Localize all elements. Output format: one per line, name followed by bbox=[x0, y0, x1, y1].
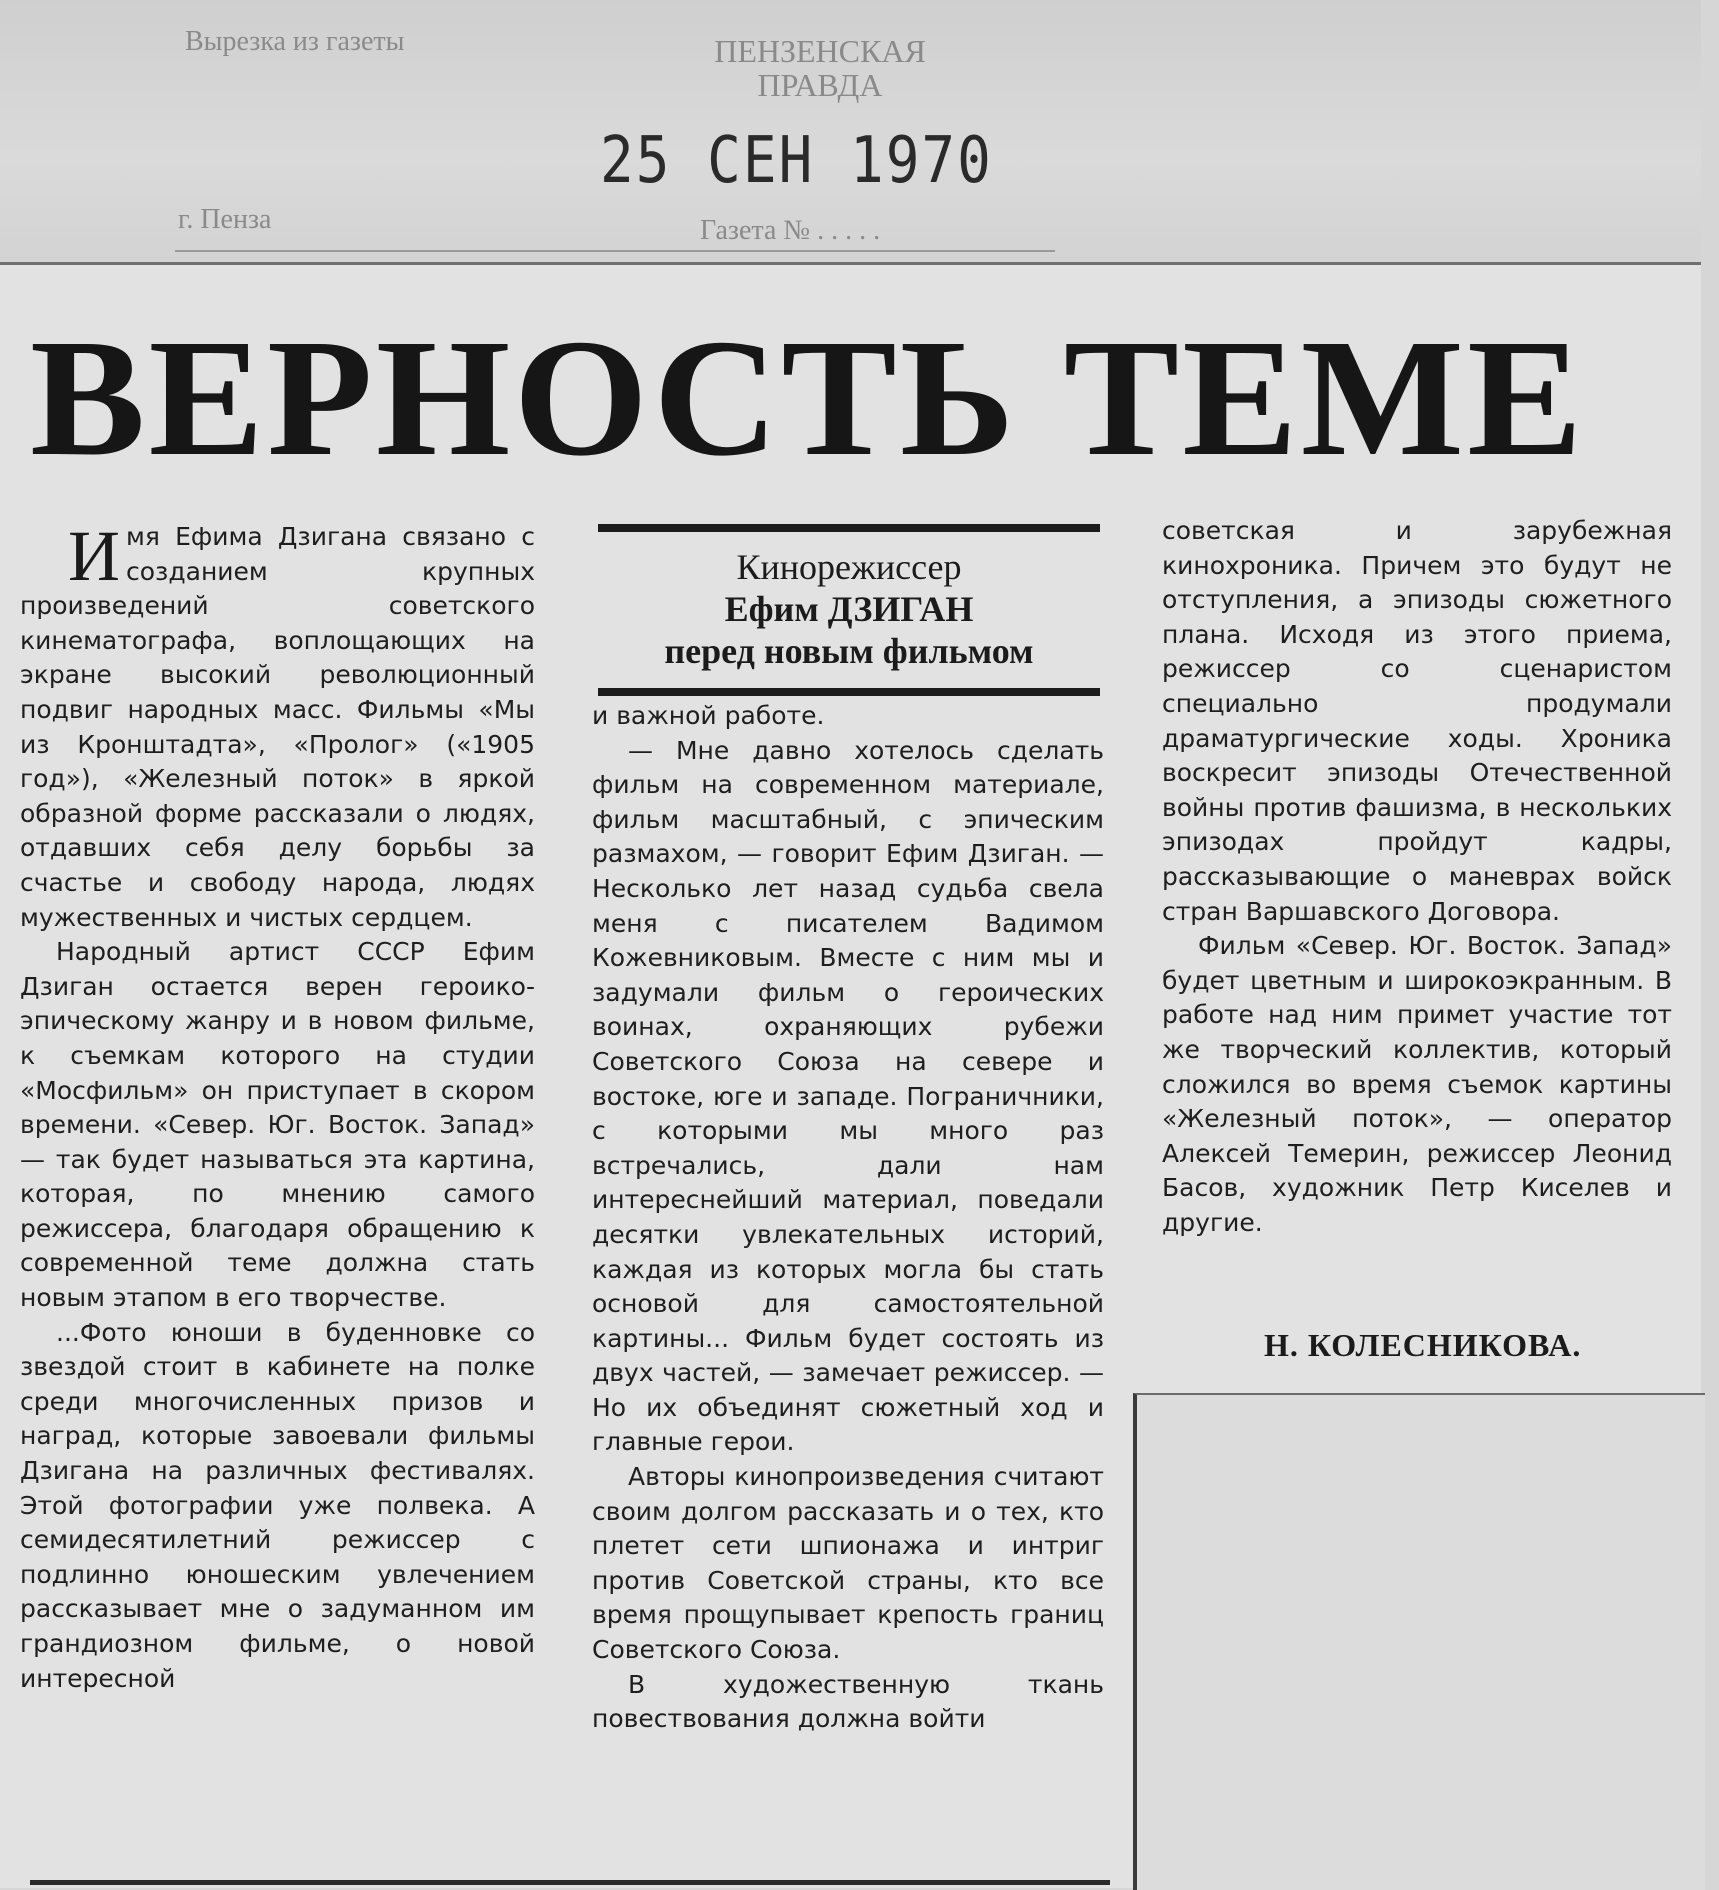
city-label: г. Пенза bbox=[178, 204, 272, 235]
newspaper-name bbox=[690, 34, 950, 102]
subhead-rule-bottom bbox=[598, 688, 1100, 696]
article-column-2 bbox=[592, 699, 1104, 1885]
paragraph-text: мя Ефима Дзигана связано с созданием крупных произведений советского кинематографа, воплощающих на экране высокий революционный подвиг народных масс. Фильмы «Мы из Кронштадта», «Пролог» («1905 год»), «Железный поток» в яркой образной форме рассказали о людях, отдавших себя делу борьбы за счастье и свободу народа, людях мужественных и чистых сердцем. bbox=[20, 522, 535, 932]
subhead-line: Ефим ДЗИГАН bbox=[724, 589, 974, 629]
subhead-box bbox=[598, 524, 1100, 696]
subhead-line: Кинорежиссер bbox=[736, 547, 962, 587]
date-stamp: 25 СЕН 1970 bbox=[600, 123, 993, 198]
author-byline: Н. КОЛЕСНИКОВА. bbox=[1264, 1327, 1582, 1363]
article-column-3 bbox=[1162, 514, 1672, 1237]
clipping-edge bbox=[0, 262, 1701, 265]
newspaper-name-line2: ПРАВДА bbox=[757, 67, 883, 103]
drop-cap: И bbox=[68, 516, 120, 596]
article-column-1 bbox=[20, 516, 535, 1880]
paragraph bbox=[20, 516, 535, 935]
paragraph: ...Фото юноши в буденновке со звездой стоит в кабинете на полке среди многочисленных призов и наград, которые завоевали фильмы Дзигана на различных фестивалях. Этой фотографии уже полвека. А семидесятилетний режиссер с подлинно юношеским увлечением рассказывает мне о задуманном им грандиозном фильме, о новой интересной bbox=[20, 1317, 535, 1693]
paragraph: — Мне давно хотелось сделать фильм на современном материале, фильм масштабный, с эпическим размахом, — говорит Ефим Дзиган. — Несколько лет назад судьба свела меня с писателем Вадимом Кожевниковым. Вместе с ним мы и задумали фильм о героических воинах, охраняющих рубежи Советского Союза на севере и востоке, юге и западе. Пограничники, с которыми мы много раз встречались, дали нам интереснейший материал, поведали десятки увлекательных историй, каждая из которых могла бы стать основой для самостоятельной картины... Фильм будет состоять из двух частей, — замечает режиссер. — Но их объединят сюжетный ход и главные герои. bbox=[592, 735, 1104, 1457]
header-rule bbox=[175, 250, 1055, 252]
paragraph: В художественную ткань повествования должна войти bbox=[592, 1669, 1104, 1734]
paragraph: Народный артист СССР Ефим Дзиган остается верен героико-эпическому жанру и в новом фильме, к съемкам которого на студии «Мосфильм» он приступает в скором времени. «Север. Юг. Восток. Запад» — так будет называться эта картина, которая, по мнению самого режиссера, благодаря обращению к современной теме должна стать новым этапом в его творчестве. bbox=[20, 937, 535, 1313]
paragraph: Авторы кинопроизведения считают своим долгом рассказать и о тех, кто плетет сети шпионажа и интриг против Советской страны, кто все время прощупывает крепость границ Советского Союза. bbox=[592, 1462, 1104, 1665]
issue-number-label: Газета № . . . . . bbox=[700, 215, 881, 246]
newspaper-clipping bbox=[0, 262, 1701, 1888]
bottom-rule bbox=[30, 1880, 1110, 1885]
article-subhead bbox=[598, 546, 1100, 672]
subhead-line: перед новым фильмом bbox=[664, 631, 1034, 671]
subhead-rule-top bbox=[598, 524, 1100, 532]
clipping-header bbox=[0, 0, 1701, 262]
paragraph: Фильм «Север. Юг. Восток. Запад» будет цветным и широкоэкранным. В работе над ним примет участие тот же творческий коллектив, который сложился во время съемок картины «Железный поток», — оператор Алексей Темерин, режиссер Леонид Басов, художник Петр Киселев и другие. bbox=[1162, 931, 1672, 1237]
cutting-label: Вырезка из газеты bbox=[185, 26, 405, 57]
newspaper-name-line1: ПЕНЗЕНСКАЯ bbox=[714, 33, 926, 69]
blank-area bbox=[1133, 1393, 1705, 1890]
paragraph: советская и зарубежная кинохроника. Причем это будут не отступления, а эпизоды сюжетного плана. Исходя из этого приема, режиссер со сценаристом специально продумали драматургические ходы. Хроника воскресит эпизоды Отечественной войны против фашизма, в нескольких эпизодах пройдут кадры, рассказывающие о маневрах войск стран Варшавского Договора. bbox=[1162, 516, 1672, 926]
paragraph: и важной работе. bbox=[592, 701, 825, 730]
article-headline: ВЕРНОСТЬ ТЕМЕ bbox=[30, 305, 1586, 491]
